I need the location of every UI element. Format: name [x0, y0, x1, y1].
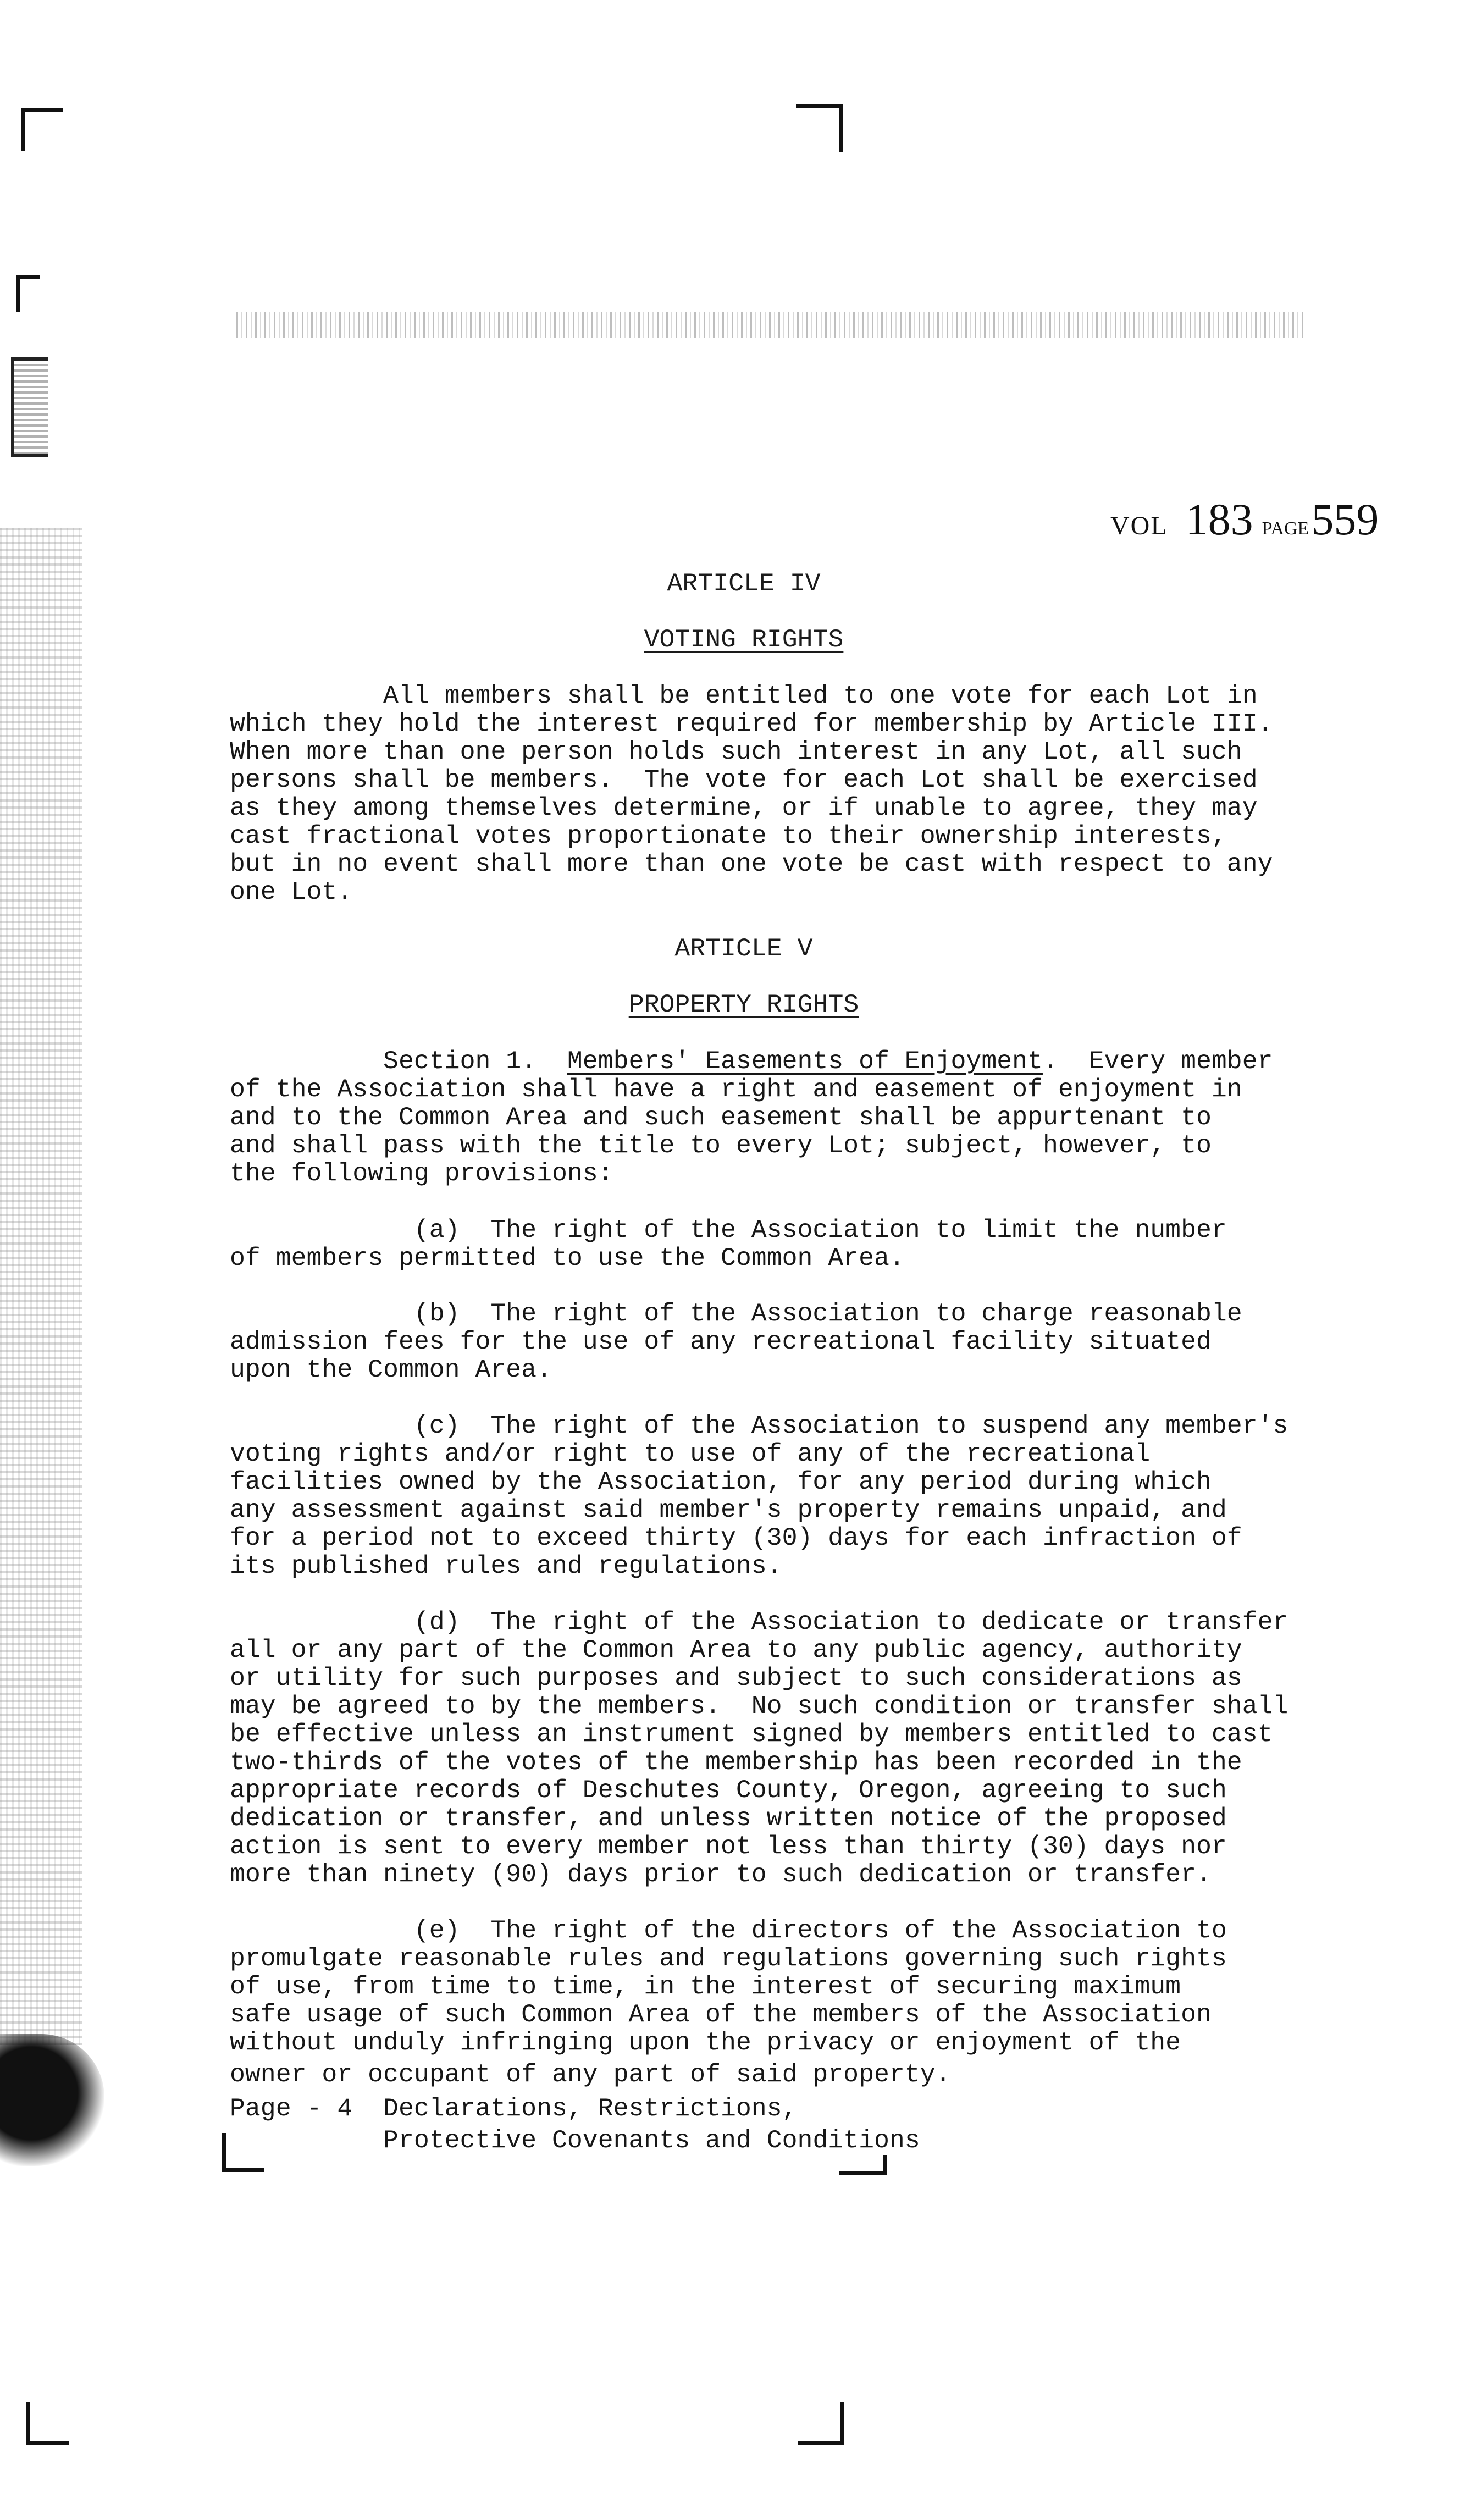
provision-c-line: facilities owned by the Association, for any period during which	[230, 1467, 1212, 1496]
provision-d-line: be effective unless an instrument signed by members entitled to cast	[230, 1720, 1273, 1749]
footer-title-line: Protective Covenants and Conditions	[230, 2126, 920, 2155]
footer-page-line: Page - 4 Declarations, Restrictions,	[230, 2094, 798, 2123]
provision-d-line: appropriate records of Deschutes County, Oregon, agreeing to such	[230, 1776, 1227, 1805]
crop-mark-lower-left	[26, 2402, 69, 2445]
article-5-title: PROPERTY RIGHTS	[628, 990, 859, 1019]
article-4-line: persons shall be members. The vote for each Lot shall be exercised	[230, 765, 1258, 794]
provision-d-line: action is sent to every member not less than thirty (30) days nor	[230, 1832, 1227, 1861]
provision-a-line: (a) The right of the Association to limit the number	[230, 1215, 1227, 1245]
article-4-line: one Lot.	[230, 877, 353, 907]
provision-e-line: promulgate reasonable rules and regulations governing such rights	[230, 1944, 1227, 1973]
provision-d-line: (d) The right of the Association to dedicate or transfer	[230, 1607, 1288, 1637]
crop-mark-left	[16, 275, 40, 312]
crop-mark-lower-right	[798, 2402, 844, 2445]
recording-stamp	[1110, 494, 1379, 549]
provision-b-line: admission fees for the use of any recreational facility situated	[230, 1327, 1212, 1356]
scan-noise-band	[236, 312, 1303, 338]
section-1-line: and to the Common Area and such easement shall be appurtenant to	[230, 1103, 1212, 1132]
provision-c-line: its published rules and regulations.	[230, 1551, 782, 1580]
provision-d-line: more than ninety (90) days prior to such dedication or transfer.	[230, 1860, 1212, 1889]
article-4-line: All members shall be entitled to one vote for each Lot in	[230, 681, 1258, 710]
article-4-line: but in no event shall more than one vote be cast with respect to any	[230, 849, 1273, 878]
provision-c-line: for a period not to exceed thirty (30) days for each infraction of	[230, 1523, 1242, 1552]
provision-b-line: (b) The right of the Association to charge reasonable	[230, 1299, 1242, 1328]
stamp-vol-label: VOL	[1110, 511, 1168, 540]
section-1-line: of the Association shall have a right and easement of enjoyment in	[230, 1075, 1242, 1104]
article-4-title: VOTING RIGHTS	[644, 625, 844, 654]
section-1-caption: Members' Easements of Enjoyment	[567, 1047, 1043, 1076]
scan-edge-noise	[0, 528, 82, 2045]
provision-b-line: upon the Common Area.	[230, 1355, 552, 1384]
provision-d-line: all or any part of the Common Area to any public agency, authority	[230, 1635, 1242, 1665]
binding-bracket	[11, 357, 48, 457]
crop-mark-top-left	[21, 108, 63, 151]
provision-c-line: voting rights and/or right to use of any of the recreational	[230, 1439, 1151, 1468]
stamp-volume-number: 183	[1185, 494, 1253, 544]
provision-c-line: any assessment against said member's property remains unpaid, and	[230, 1495, 1227, 1524]
article-5-heading: ARTICLE V	[674, 934, 813, 963]
stamp-page-number: 559	[1311, 494, 1379, 544]
article-4-line: cast fractional votes proportionate to their ownership interests,	[230, 821, 1227, 850]
article-4-heading: ARTICLE IV	[667, 569, 821, 598]
article-4-line: as they among themselves determine, or if unable to agree, they may	[230, 793, 1258, 822]
provision-d-line: two-thirds of the votes of the membership has been recorded in the	[230, 1748, 1242, 1777]
section-1-line: the following provisions:	[230, 1159, 613, 1188]
provision-e-line: of use, from time to time, in the interest of securing maximum	[230, 1972, 1181, 2001]
section-1-line: and shall pass with the title to every Lot; subject, however, to	[230, 1131, 1212, 1160]
provision-e-line: without unduly infringing upon the privacy or enjoyment of the	[230, 2028, 1181, 2057]
provision-d-line: or utility for such purposes and subject to such considerations as	[230, 1664, 1242, 1693]
provision-e-line: safe usage of such Common Area of the members of the Association	[230, 2000, 1212, 2029]
crop-mark-top-right	[796, 104, 843, 152]
punch-hole-shadow	[0, 2034, 104, 2166]
provision-d-line: may be agreed to by the members. No such condition or transfer shall	[230, 1692, 1288, 1721]
provision-e-line: (e) The right of the directors of the Association to	[230, 1916, 1227, 1945]
provision-c-line: (c) The right of the Association to suspend any member's	[230, 1411, 1288, 1440]
article-4-line: which they hold the interest required for membership by Article III.	[230, 709, 1273, 738]
stamp-page-label: PAGE	[1262, 518, 1309, 539]
provision-e-line: owner or occupant of any part of said property.	[230, 2060, 951, 2089]
provision-d-line: dedication or transfer, and unless written notice of the proposed	[230, 1804, 1227, 1833]
crop-mark-bottom-right	[839, 2155, 887, 2175]
provision-a-line: of members permitted to use the Common Area.	[230, 1244, 905, 1273]
article-4-line: When more than one person holds such interest in any Lot, all such	[230, 737, 1242, 766]
section-1-first-line: Section 1. Members' Easements of Enjoyment. Every member	[230, 1047, 1273, 1076]
